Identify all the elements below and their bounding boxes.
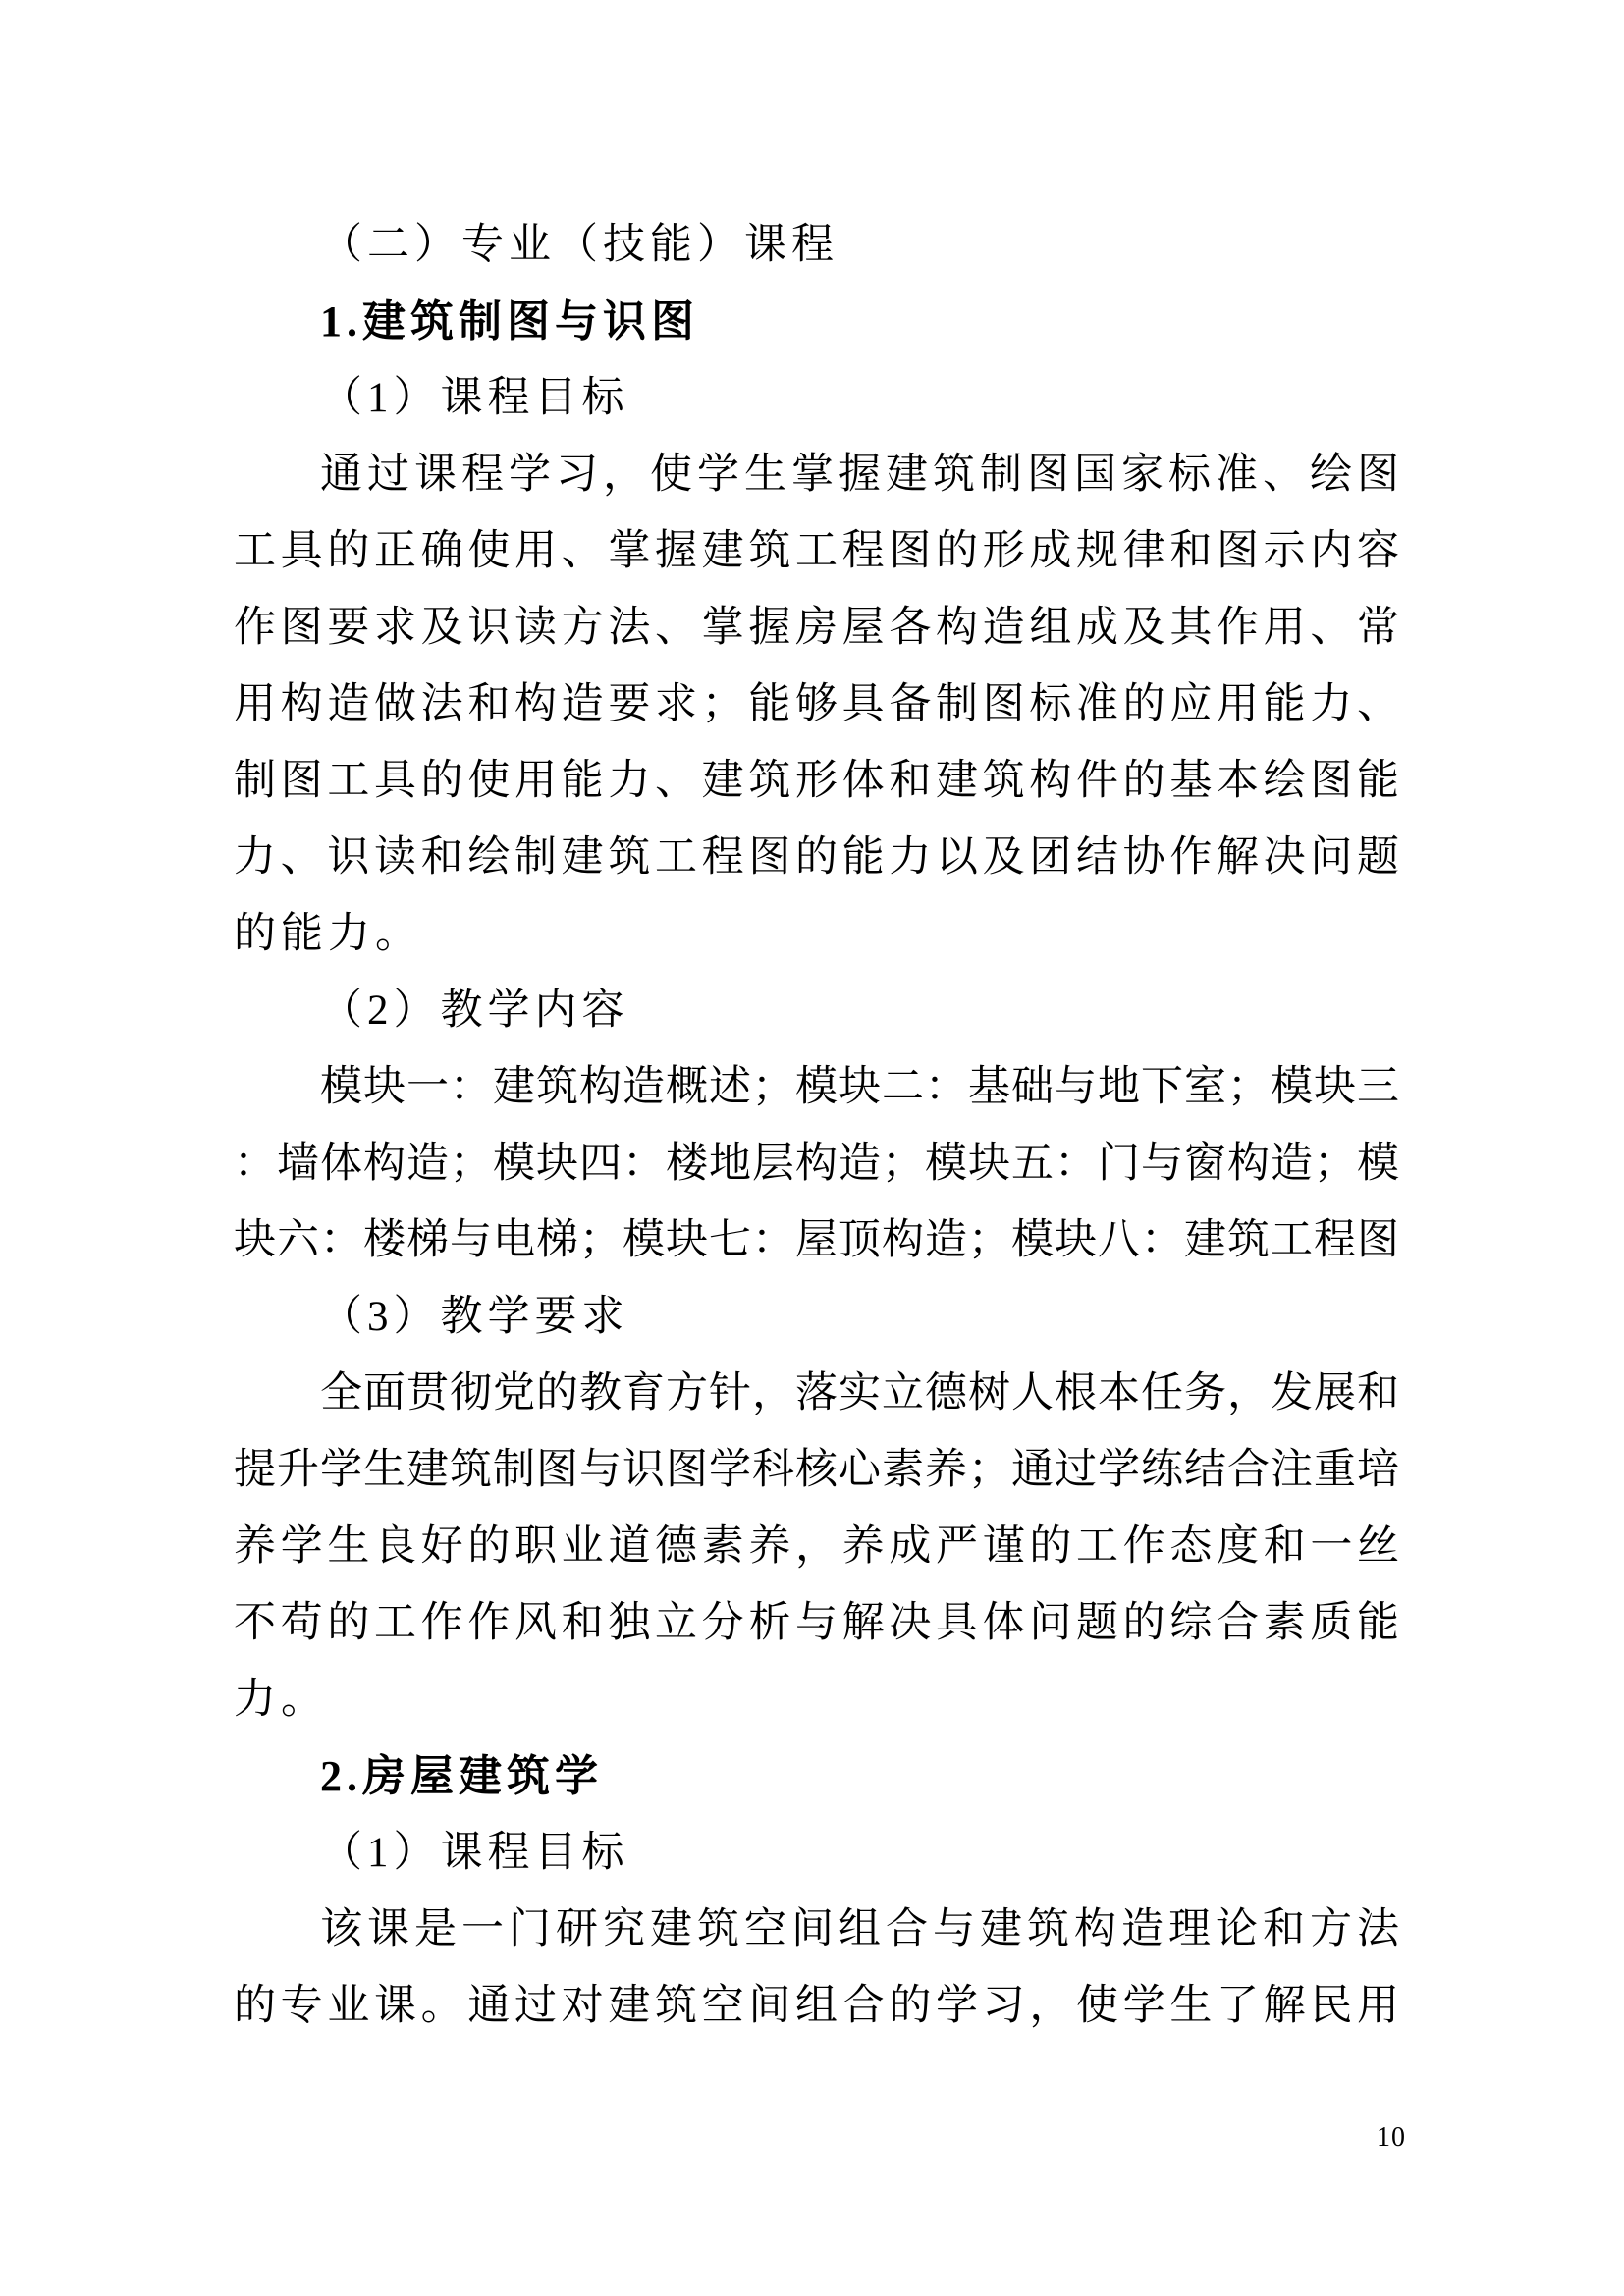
text-line: 块六：楼梯与电梯；模块七：屋顶构造；模块八：建筑工程图 [234, 1217, 1399, 1263]
text-line: 制图工具的使用能力、建筑形体和建筑构件的基本绘图能 [234, 758, 1399, 804]
text-line: 通过课程学习，使学生掌握建筑制图国家标准、绘图 [320, 452, 1399, 498]
page-number: 10 [1377, 2122, 1406, 2153]
section-heading: 2.房屋建筑学 [320, 1752, 603, 1800]
text-line: 力。 [234, 1677, 328, 1723]
text-line: 不苟的工作作风和独立分析与解决具体问题的综合素质能 [234, 1600, 1399, 1646]
text-line: 提升学生建筑制图与识图学科核心素养；通过学练结合注重培 [234, 1447, 1399, 1493]
text-line: 工具的正确使用、掌握建筑工程图的形成规律和图示内容 [234, 528, 1399, 574]
text-line: 作图要求及识读方法、掌握房屋各构造组成及其作用、常 [234, 605, 1399, 651]
text-line: 养学生良好的职业道德素养，养成严谨的工作态度和一丝 [234, 1523, 1399, 1570]
text-line: 力、识读和绘制建筑工程图的能力以及团结协作解决问题 [234, 834, 1399, 881]
text-line: （1）课程目标 [320, 1830, 629, 1876]
text-line: （1）课程目标 [320, 375, 629, 421]
text-line: 的能力。 [234, 911, 422, 957]
text-line: （2）教学内容 [320, 988, 629, 1034]
text-line: 模块一：建筑构造概述；模块二：基础与地下室；模块三 [320, 1064, 1399, 1110]
text-line: 用构造做法和构造要求；能够具备制图标准的应用能力、 [234, 681, 1399, 727]
section-heading: 1.建筑制图与识图 [320, 297, 699, 346]
text-line: （二）专业（技能）课程 [320, 222, 839, 268]
text-line: ：墙体构造；模块四：楼地层构造；模块五：门与窗构造；模 [234, 1141, 1399, 1187]
document-body [234, 207, 1399, 2045]
text-line: （3）教学要求 [320, 1294, 629, 1340]
text-line: 该课是一门研究建筑空间组合与建筑构造理论和方法 [320, 1906, 1399, 1952]
text-line: 全面贯彻党的教育方针，落实立德树人根本任务，发展和 [320, 1370, 1399, 1416]
text-line: 的专业课。通过对建筑空间组合的学习，使学生了解民用 [234, 1983, 1399, 2029]
